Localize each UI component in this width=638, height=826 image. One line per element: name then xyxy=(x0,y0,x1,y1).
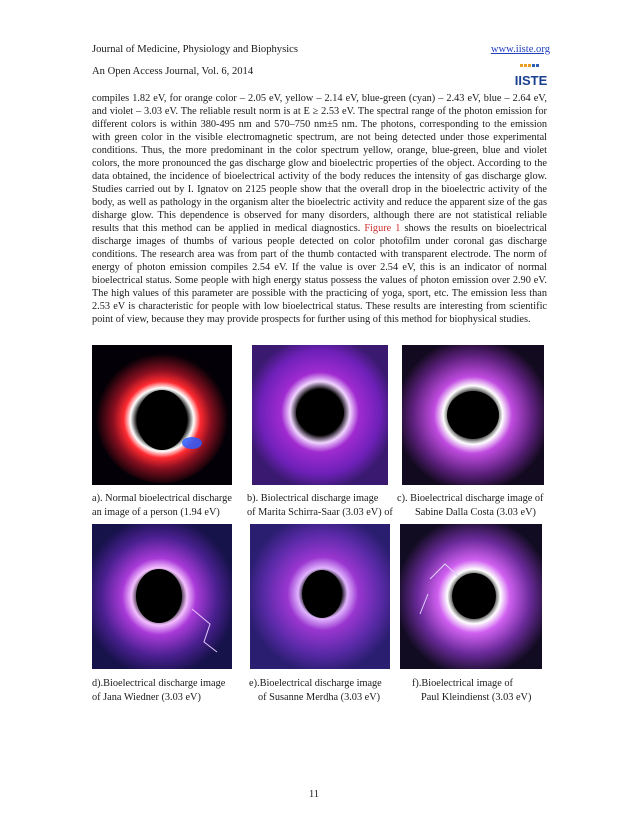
caption-e-line2: of Susanne Merdha (3.03 eV) xyxy=(258,692,381,703)
discharge-image-b xyxy=(252,345,388,485)
caption-b-line1: b). Biolectrical discharge image xyxy=(247,493,379,504)
logo-text: IISTE xyxy=(514,73,548,88)
discharge-image-e xyxy=(250,524,390,669)
journal-title: Journal of Medicine, Physiology and Biophysics xyxy=(92,44,298,55)
discharge-image-c xyxy=(402,345,544,485)
discharge-image-a xyxy=(92,345,232,485)
caption-c-line2: Sabine Dalla Costa (3.03 eV) xyxy=(415,507,536,518)
body-paragraph xyxy=(92,92,547,326)
caption-b-line2: of Marita Schirra-Saar (3.03 eV) of xyxy=(247,507,393,518)
caption-a-line1: a). Normal bioelectrical discharge xyxy=(92,493,232,504)
figure-1-link[interactable]: Figure 1 xyxy=(364,223,401,234)
body-text-part-2: shows the results on bioelectrical discharge images of thumbs of various people detected on color photofilm under coronal gas discharge conditions. The research area was from part of the thumb contacted with transparent electrode. The norm of energy of photon emission compiles 2.54 eV. If the value is over 2.54 eV, this is an indicator of normal bioelectrical status. Some people with high energy status possess the values of photon emission over 2.90 eV. The high values of this parameter are possible with the practicing of yoga, sport, etc. The emission less than 2.53 eV is characteristic for people with low bioelectrical status. These results are interesting from scientific point of view, because they may provide prospects for further using of this method for biophysical studies. xyxy=(92,223,547,325)
journal-subtitle: An Open Access Journal, Vol. 6, 2014 xyxy=(92,66,254,77)
caption-f-line1: f).Bioelectrical image of xyxy=(412,678,513,689)
caption-a-line2: an image of a person (1.94 eV) xyxy=(92,507,220,518)
caption-d-line2: of Jana Wiedner (3.03 eV) xyxy=(92,692,201,703)
discharge-image-d xyxy=(92,524,232,669)
page-number: 11 xyxy=(309,789,320,800)
caption-e-line1: e).Bioelectrical discharge image xyxy=(249,678,382,689)
discharge-image-f xyxy=(400,524,542,669)
body-text-part-1: compiles 1.82 eV, for orange color – 2.05 eV, yellow – 2.14 eV, blue-green (cyan) – 2.43 eV, blue – 2.64 eV, and violet – 3.03 eV. The reliable result norm is at E ≥ 2.53 eV. The spectral range of the photon emission for different colors is within 380-495 nm and 570–750 nm±5 nm. The photons, corresponding to the emission with green color in the visible electromagnetic spectrum, are not being detected under those experimental conditions. Thus, the more predominant in the color spectrum yellow, orange, blue-green, blue and violet colors, the more pronounced the gas discharge glow and bioelectric properties of the object. According to the data obtained, the incidence of bioelectrical activity of the body reduces the intensity of gas discharge glow. Studies carried out by I. Ignatov on 2125 people show that the overall drop in the bioelectric activity of the body, as well as pathology in the organism alter the bioelectric activity and reduce the apparent size of the gas disharge glow. This dependence is observed for many disorders, although there are not statistical reliable results that this method can be applied in medical diagnostics. xyxy=(92,93,547,234)
caption-d-line1: d).Bioelectrical discharge image xyxy=(92,678,226,689)
caption-f-line2: Paul Kleindienst (3.03 eV) xyxy=(421,692,532,703)
caption-c-line1: c). Bioelectrical discharge image of xyxy=(397,493,544,504)
iiste-logo xyxy=(512,62,550,90)
journal-url-link[interactable]: www.iiste.org xyxy=(490,44,550,55)
